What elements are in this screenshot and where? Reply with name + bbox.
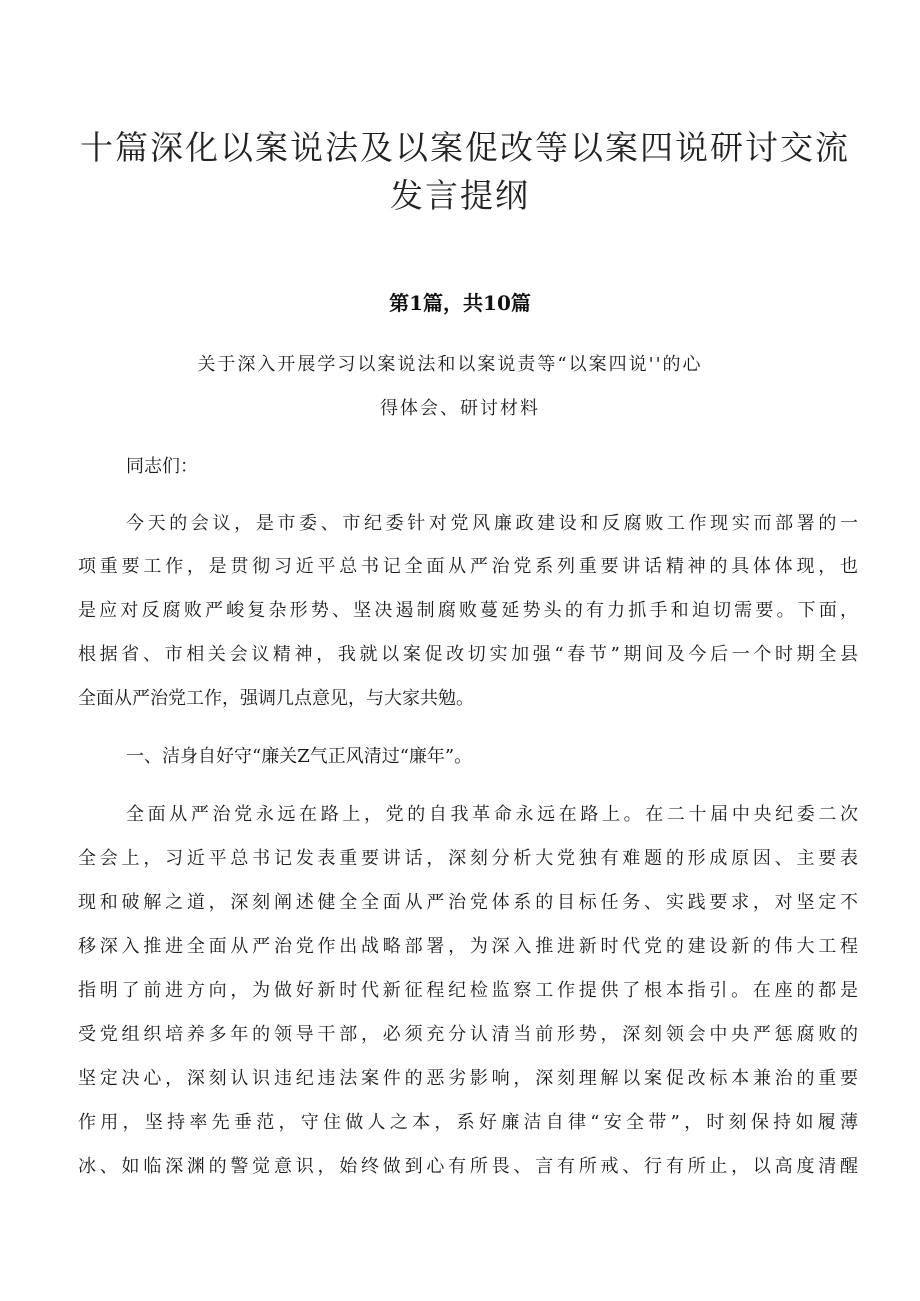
subtitle-line-1: 关于深入开展学习以案说法和以案说责等“以案四说''的心 [197, 354, 703, 375]
document-title-line-1: 十篇深化以案说法及以案促改等以案四说研讨交流 [80, 128, 850, 167]
para2-line: 现和破解之道，深刻阐述健全全面从严治党体系的目标任务、实践要求，对坚定不 [78, 892, 858, 913]
para1-line: 是应对反腐败严峻复杂形势、坚决遏制腐败蔓延势头的有力抓手和迫切需要。下面， [78, 600, 858, 621]
para1-line: 全面从严治党工作，强调几点意见，与大家共勉。 [78, 688, 474, 709]
section-heading-1: 一、洁身自好守“廉关Z气正风清过“廉年”。 [126, 746, 473, 767]
para2-line: 全面从严治党永远在路上，党的自我革命永远在路上。在二十届中央纪委二次 [126, 804, 858, 825]
para2-line: 指明了前进方向，为做好新时代新征程纪检监察工作提供了根本指引。在座的都是 [78, 980, 858, 1001]
para2-line: 作用，坚持率先垂范，守住做人之本，系好廉洁自律“安全带”，时刻保持如履薄 [78, 1112, 858, 1133]
para2-line: 受党组织培养多年的领导干部，必须充分认清当前形势，深刻领会中央严惩腐败的 [78, 1024, 858, 1045]
part-label: 第1篇，共10篇 [389, 291, 531, 315]
para2-line: 冰、如临深渊的警觉意识，始终做到心有所畏、言有所戒、行有所止，以高度清醒 [78, 1156, 858, 1177]
salutation: 同志们： [126, 456, 198, 477]
para2-line: 全会上，习近平总书记发表重要讲话，深刻分析大党独有难题的形成原因、主要表 [78, 848, 858, 869]
para1-line: 今天的会议，是市委、市纪委针对党风廉政建设和反腐败工作现实而部署的一 [126, 513, 858, 534]
para2-line: 移深入推进全面从严治党作出战略部署，为深入推进新时代党的建设新的伟大工程 [78, 936, 858, 957]
para1-line: 项重要工作，是贯彻习近平总书记全面从严治党系列重要讲话精神的具体体现，也 [78, 556, 858, 577]
document-title-line-2: 发言提纲 [390, 176, 530, 215]
subtitle-line-2: 得体会、研讨材料 [380, 398, 540, 419]
para1-line: 根据省、市相关会议精神，我就以案促改切实加强“春节”期间及今后一个时期全县 [78, 644, 858, 665]
para2-line: 坚定决心，深刻认识违纪违法案件的恶劣影响，深刻理解以案促改标本兼治的重要 [78, 1068, 858, 1089]
